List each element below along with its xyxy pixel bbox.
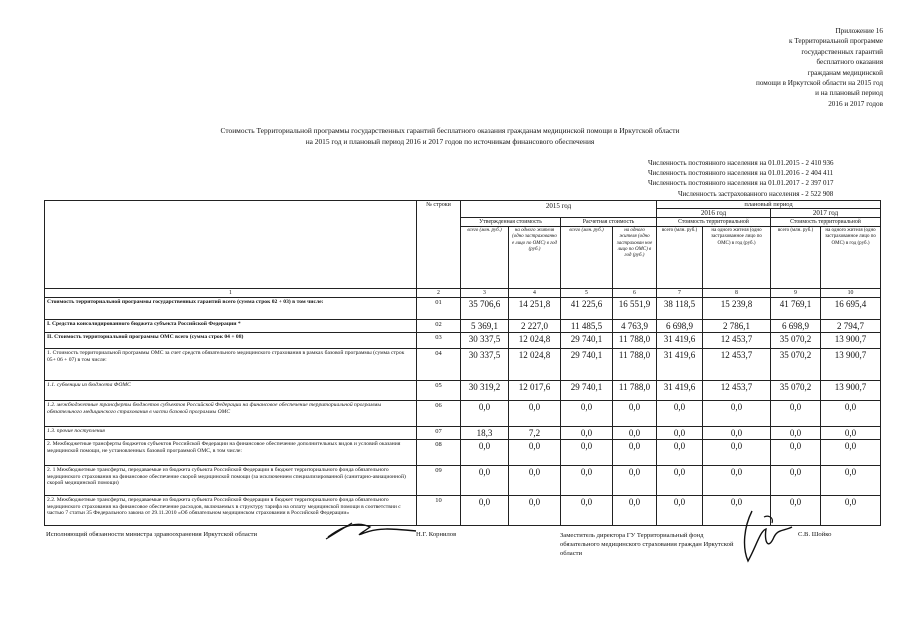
value-cell: 0,0 (561, 427, 613, 440)
appendix-line: государственных гарантий (801, 47, 883, 56)
value-cell: 35 070,2 (771, 333, 821, 349)
table-row (45, 381, 881, 401)
value-cell: 29 740,1 (561, 333, 613, 349)
value-cell: 30 337,5 (461, 333, 509, 349)
value-cell: 41 769,1 (771, 298, 821, 320)
value-cell: 0,0 (821, 496, 881, 526)
value-cell: 30 337,5 (461, 349, 509, 381)
value-cell: 5 369,1 (461, 320, 509, 333)
value-cell: 0,0 (613, 427, 657, 440)
header-total-2017: всего (млн. руб.) (771, 227, 821, 289)
value-cell: 0,0 (703, 401, 771, 427)
value-cell: 13 900,7 (821, 349, 881, 381)
value-cell: 0,0 (509, 496, 561, 526)
value-cell: 11 485,5 (561, 320, 613, 333)
left-signature-icon (324, 519, 420, 543)
title-line-1: Стоимость Территориальной программы государственных гарантий бесплатного оказания гражданам медицинской помощи в Иркутской области (220, 126, 680, 135)
header-row-no: № строки (417, 201, 461, 289)
row-label: 1.3. прочие поступления (45, 427, 417, 440)
value-cell: 11 788,0 (613, 333, 657, 349)
right-signature-icon (734, 507, 798, 567)
right-signer-name: С.В. Шойко (798, 531, 832, 538)
header-cost-territorial-2016: Стоимость территориальной (657, 218, 771, 227)
header-year-2017: 2017 год (771, 209, 881, 218)
value-cell: 0,0 (703, 466, 771, 496)
value-cell: 31 419,6 (657, 381, 703, 401)
value-cell: 0,0 (561, 401, 613, 427)
row-code: 06 (417, 401, 461, 427)
appendix-line: гражданам медицинской (807, 68, 883, 77)
value-cell: 2 794,7 (821, 320, 881, 333)
value-cell: 0,0 (509, 440, 561, 466)
row-code: 08 (417, 440, 461, 466)
value-cell: 0,0 (703, 496, 771, 526)
column-number-cell: 2 (417, 289, 461, 298)
header-approved-cost: Утвержденная стоимость (461, 218, 561, 227)
value-cell: 18,3 (461, 427, 509, 440)
row-label: 2. Межбюджетные трансферты бюджетов субъектов Российской Федерации на финансовое обеспечение дополнительных видов и условий оказания медицинской помощи, не установленных базовой программой ОМС, в том числе: (45, 440, 417, 466)
value-cell: 0,0 (771, 466, 821, 496)
value-cell: 12 453,7 (703, 381, 771, 401)
value-cell: 15 239,8 (703, 298, 771, 320)
value-cell: 41 225,6 (561, 298, 613, 320)
value-cell: 0,0 (613, 440, 657, 466)
column-number-cell: 9 (771, 289, 821, 298)
table-row (45, 320, 881, 333)
table-row (45, 401, 881, 427)
value-cell: 35 070,2 (771, 349, 821, 381)
header-planned-period: плановый период (657, 201, 881, 209)
document-title (120, 126, 780, 147)
value-cell: 31 419,6 (657, 349, 703, 381)
header-per-resident-calc: на одного жителя (одно застрахован ное лицо по ОМС) в год (руб.) (613, 227, 657, 289)
table-row (45, 349, 881, 381)
table-row (45, 466, 881, 496)
value-cell: 4 763,9 (613, 320, 657, 333)
appendix-line: Приложение 16 (835, 27, 883, 35)
row-code: 01 (417, 298, 461, 320)
header-per-resident-2017: на одного жителя (одно застрахованное лицо по ОМС) в год (руб.) (821, 227, 881, 289)
value-cell: 11 788,0 (613, 381, 657, 401)
column-number-cell: 5 (561, 289, 613, 298)
value-cell: 0,0 (613, 466, 657, 496)
value-cell: 0,0 (657, 401, 703, 427)
value-cell: 0,0 (703, 440, 771, 466)
table-row (45, 427, 881, 440)
column-number-row (45, 289, 881, 298)
value-cell: 16 551,9 (613, 298, 657, 320)
value-cell: 30 319,2 (461, 381, 509, 401)
population-2015: Численность постоянного населения на 01.01.2015 - 2 410 936 (648, 159, 834, 167)
column-number-cell: 7 (657, 289, 703, 298)
value-cell: 0,0 (509, 401, 561, 427)
appendix-line: 2016 и 2017 годов (828, 99, 883, 108)
row-label: Стоимость территориальной программы государственных гарантий всего (сумма строк 02 + 03) в том числе: (45, 298, 417, 320)
value-cell: 0,0 (771, 496, 821, 526)
appendix-line: помощи в Иркутской области на 2015 год (755, 79, 883, 88)
left-signer-title: Исполняющий обязанности министра здравоохранения Иркутской области (46, 531, 258, 538)
value-cell: 29 740,1 (561, 381, 613, 401)
column-number-cell: 8 (703, 289, 771, 298)
value-cell: 38 118,5 (657, 298, 703, 320)
header-total-mln-2015: всего (млн. руб.) (461, 227, 509, 289)
value-cell: 7,2 (509, 427, 561, 440)
value-cell: 0,0 (657, 496, 703, 526)
row-label: 2.2. Межбюджетные трансферты, передаваемые из бюджета субъекта Российской Федерации в бюджет территориального фонда обязательного медицинского страхования на финансовое обеспечение расходов, включаемых в структуру тарифа на оплату медицинской помощи в соответствии с частью 7 статьи 35 Федерального закона от 29.11.2010 «Об обязательном медицинском страховании в Российской Федерации» (45, 496, 417, 526)
value-cell: 0,0 (461, 466, 509, 496)
appendix-line: к Территориальной программе (789, 37, 883, 46)
population-2016: Численность постоянного населения на 01.01.2016 - 2 404 411 (648, 169, 834, 178)
value-cell: 0,0 (703, 427, 771, 440)
value-cell: 0,0 (821, 427, 881, 440)
row-label: II. Стоимость территориальной программы ОМС всего (сумма строк 04 + 08) (45, 333, 417, 349)
left-signer-name: Н.Г. Корнилов (416, 531, 457, 538)
value-cell: 12 024,8 (509, 349, 561, 381)
value-cell: 2 786,1 (703, 320, 771, 333)
value-cell: 6 698,9 (771, 320, 821, 333)
table-row (45, 333, 881, 349)
value-cell: 29 740,1 (561, 349, 613, 381)
row-label: 1. Стоимость территориальной программы ОМС за счет средств обязательного медицинского страхования в рамках базовой программы (сумма строк 05+ 06 + 07) в том числе: (45, 349, 417, 381)
value-cell: 0,0 (613, 401, 657, 427)
population-insured: Численность застрахованного населения - 2 522 908 (678, 189, 834, 198)
value-cell: 6 698,9 (657, 320, 703, 333)
header-per-resident-2016: на одного жителя (одно застрахованное лицо по ОМС) в год (руб.) (703, 227, 771, 289)
appendix-line: бесплатного оказания (816, 58, 883, 67)
header-year-2016: 2016 год (657, 209, 771, 218)
value-cell: 35 706,6 (461, 298, 509, 320)
header-total-mln-calc: всего (млн. руб.) (561, 227, 613, 289)
value-cell: 16 695,4 (821, 298, 881, 320)
header-calculated-cost: Расчетная стоимость (561, 218, 657, 227)
row-code: 07 (417, 427, 461, 440)
value-cell: 0,0 (613, 496, 657, 526)
value-cell: 13 900,7 (821, 381, 881, 401)
value-cell: 12 024,8 (509, 333, 561, 349)
header-name-col (45, 201, 417, 289)
row-code: 09 (417, 466, 461, 496)
value-cell: 0,0 (561, 440, 613, 466)
value-cell: 0,0 (771, 427, 821, 440)
header-year-2015: 2015 год (461, 201, 657, 218)
column-number-cell: 3 (461, 289, 509, 298)
column-number-cell: 10 (821, 289, 881, 298)
row-code: 04 (417, 349, 461, 381)
population-block (648, 158, 888, 199)
value-cell: 12 453,7 (703, 333, 771, 349)
header-total-2016: всего (млн. руб.) (657, 227, 703, 289)
column-number-cell: 1 (45, 289, 417, 298)
cost-table (44, 200, 881, 526)
value-cell: 2 227,0 (509, 320, 561, 333)
value-cell: 13 900,7 (821, 333, 881, 349)
header-cost-territorial-2017: Стоимость территориальной (771, 218, 881, 227)
value-cell: 35 070,2 (771, 381, 821, 401)
value-cell: 0,0 (657, 440, 703, 466)
value-cell: 12 453,7 (703, 349, 771, 381)
value-cell: 31 419,6 (657, 333, 703, 349)
appendix-line: и на плановый период (815, 89, 883, 98)
row-label: I. Средства консолидированного бюджета субъекта Российской Федерации * (45, 320, 417, 333)
value-cell: 0,0 (657, 466, 703, 496)
header-per-resident-2015: на одного жителя (одно застрахованно е лицо по ОМС) в год (руб.) (509, 227, 561, 289)
row-code: 10 (417, 496, 461, 526)
value-cell: 0,0 (657, 427, 703, 440)
population-2017: Численность постоянного населения на 01.01.2017 - 2 397 017 (648, 179, 834, 188)
value-cell: 0,0 (771, 401, 821, 427)
column-number-cell: 4 (509, 289, 561, 298)
value-cell: 0,0 (461, 401, 509, 427)
value-cell: 0,0 (821, 401, 881, 427)
row-label: 2. 1 Межбюджетные трансферты, передаваемые из бюджета субъекта Российской Федерации в бюджет территориального фонда обязательного медицинского страхования на финансовое обеспечение скорой медицинской помощи (за исключением специализированной (санитарно-авиационной) скорой медицинской помощи) (45, 466, 417, 496)
value-cell: 0,0 (461, 496, 509, 526)
value-cell: 0,0 (821, 466, 881, 496)
row-label: 1.2. межбюджетные трансферты бюджетов субъектов Российской Федерации на финансовое обеспечение территориальной программы обязательного медицинского страхования в части базовой программы ОМС (45, 401, 417, 427)
title-line-2: на 2015 год и плановый период 2016 и 2017 годов по источникам финансового обеспечения (305, 136, 595, 146)
value-cell: 0,0 (561, 496, 613, 526)
table-row (45, 298, 881, 320)
row-code: 02 (417, 320, 461, 333)
row-code: 03 (417, 333, 461, 349)
right-signer-title: Заместитель директора ГУ Территориальный фонд обязательного медицинского страхования граждан Иркутской области (560, 532, 734, 557)
row-label: 1.1. субвенции из бюджета ФОМС (45, 381, 417, 401)
column-number-cell: 6 (613, 289, 657, 298)
row-code: 05 (417, 381, 461, 401)
value-cell: 14 251,8 (509, 298, 561, 320)
value-cell: 0,0 (771, 440, 821, 466)
appendix-block (583, 26, 883, 109)
table-row (45, 440, 881, 466)
value-cell: 0,0 (509, 466, 561, 496)
value-cell: 12 017,6 (509, 381, 561, 401)
value-cell: 0,0 (561, 466, 613, 496)
value-cell: 0,0 (461, 440, 509, 466)
value-cell: 0,0 (821, 440, 881, 466)
value-cell: 11 788,0 (613, 349, 657, 381)
